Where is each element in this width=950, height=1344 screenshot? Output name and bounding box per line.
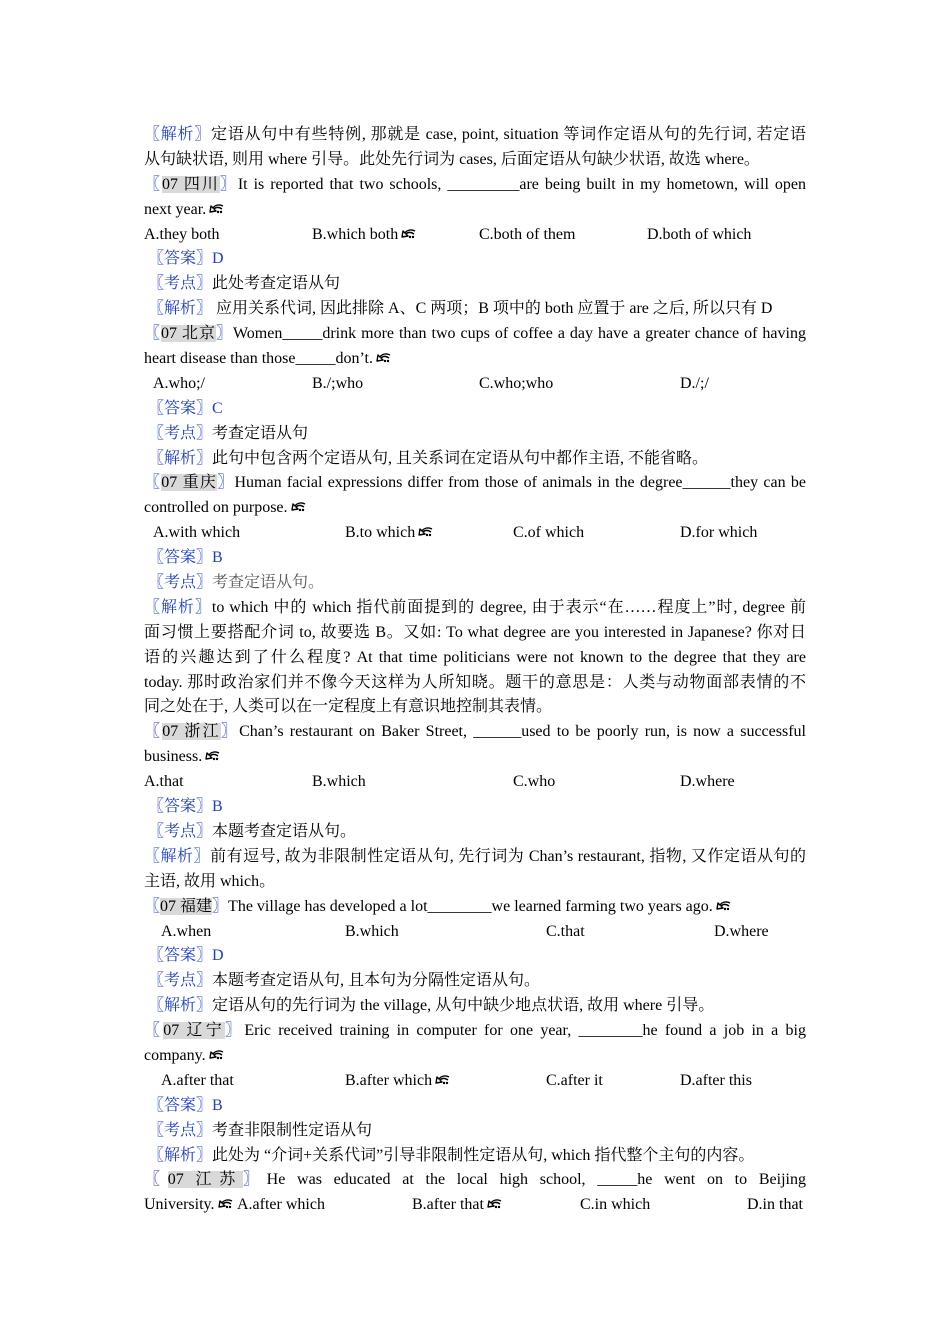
options-row [144,920,806,945]
point-line [144,571,806,596]
analysis-text: to which 中的 which 指代前面提到的 degree, 由于表示“在……程度上”时, degree 前 [211,598,806,616]
option-c: C.of which [513,524,585,542]
answer-line [144,1094,806,1119]
answer-value: B [212,549,223,567]
point-label: 〖考点〗 [148,574,213,592]
question-stem-cont [144,1044,806,1069]
stem-text: business. [144,748,203,766]
answer-label: 〖答案〗 [148,549,213,567]
option-d: D.for which [680,524,758,542]
analysis-line [144,1144,806,1169]
stem-text: The village has developed a lot________we learned farming two years ago. [228,897,713,915]
question-stem-cont [144,347,806,372]
bracket-close: 〗 [212,897,229,915]
question-stem [144,471,806,496]
return-mark-icon [399,228,416,240]
option-a: A.after that [161,1071,234,1089]
answer-line [144,546,806,571]
options-row [144,770,806,795]
analysis-text: 前有逗号, 故为非限制性定语从句, 先行词为 Chan’s restaurant, 指物, 又作定语从句的 [210,847,806,865]
bracket-open: 〖 [144,474,162,492]
answer-label: 〖答案〗 [148,947,213,965]
option-a: A.that [144,773,184,791]
point-line [144,1119,806,1144]
return-mark-icon [416,526,433,538]
analysis-line [144,148,806,173]
analysis-label: 〖解析〗 [144,126,212,143]
option-b-text: B.after which [345,1071,433,1089]
answer-value: D [212,947,224,965]
bracket-open: 〖 [144,175,162,193]
option-a: A.with which [153,524,241,542]
question-stem-cont [144,496,806,521]
point-line [144,820,806,845]
point-label: 〖考点〗 [148,1121,213,1139]
question-stem [144,322,806,347]
option-b [412,1193,502,1218]
bracket-open: 〖 [144,723,163,741]
option-b-text: B.after that [412,1196,484,1214]
options-row [144,1069,806,1094]
analysis-text: 此处为 “介词+关系代词”引导非限制性定语从句, which 指代整个主句的内容。 [212,1146,755,1164]
point-label: 〖考点〗 [148,424,213,442]
analysis-text: 语的兴趣达到了什么程度? At that time politicians were not known to the degree that they are [144,648,806,666]
question-stem [144,720,806,745]
point-text: 考查定语从句。 [212,574,325,592]
analysis-label: 〖解析〗 [148,997,213,1015]
question-stem-cont [144,1193,806,1218]
bracket-close: 〗 [225,1022,245,1040]
analysis-text: 定语从句的先行词为 the village, 从句中缺少地点状语, 故用 where 引导。 [212,997,715,1015]
stem-text: company. [144,1046,206,1064]
analysis-label: 〖解析〗 [148,1146,213,1164]
return-mark-icon [203,750,220,762]
point-label: 〖考点〗 [148,275,213,293]
analysis-text: 此句中包含两个定语从句, 且关系词在定语从句中都作主语, 不能省略。 [212,449,709,467]
stem-text: Chan’s restaurant on Baker Street, ______used to be poorly run, is now a successful [239,723,806,741]
source-tag: 07 江苏 [167,1171,243,1189]
analysis-line [144,671,806,696]
question-stem [144,1019,806,1044]
analysis-line [144,123,806,148]
analysis-label: 〖解析〗 [148,300,213,318]
answer-value: B [212,798,223,816]
stem-text: controlled on purpose. [144,499,288,517]
option-b: B./;who [312,374,364,392]
option-b-text: B.to which [345,524,416,542]
bracket-close: 〗 [217,474,235,492]
point-text: 本题考查定语从句。 [212,822,357,840]
bracket-open: 〖 [144,897,161,915]
analysis-text: 同之处在于, 人类可以在一定程度上有意识地控制其表情。 [144,698,553,716]
point-text: 此处考查定语从句 [212,275,341,293]
answer-line [144,944,806,969]
bracket-open: 〖 [144,1171,168,1189]
source-tag: 07 辽宁 [163,1022,226,1040]
answer-label: 〖答案〗 [148,250,213,268]
analysis-label: 〖解析〗 [144,847,211,865]
bracket-close: 〗 [242,1171,267,1189]
bracket-open: 〖 [144,325,161,343]
return-mark-icon [216,1198,233,1210]
analysis-line [144,596,806,621]
point-label: 〖考点〗 [148,972,213,990]
analysis-line [144,646,806,671]
return-mark-icon [433,1074,450,1086]
option-b [345,521,433,546]
answer-label: 〖答案〗 [148,798,213,816]
option-b: B.which [312,773,366,791]
answer-label: 〖答案〗 [148,1096,213,1114]
analysis-line [144,870,806,895]
return-mark-icon [374,352,391,364]
point-text: 考查非限制性定语从句 [212,1121,373,1139]
bracket-open: 〖 [144,1022,164,1040]
options-row [144,372,806,397]
source-tag: 07 福建 [160,897,213,915]
stem-text: heart disease than those_____don’t. [144,350,373,368]
source-tag: 07 北京 [161,325,216,343]
stem-text: University. [144,1196,215,1214]
point-text: 本题考查定语从句, 且本句为分隔性定语从句。 [212,972,541,990]
return-mark-icon [207,203,224,215]
stem-text: Women_____drink more than two cups of coffee a day have a greater chance of having [232,325,806,343]
return-mark-icon [714,900,731,912]
option-d: D./;/ [680,374,709,392]
analysis-line [144,621,806,646]
stem-text: Human facial expressions differ from those of animals in the degree______they can be [234,474,806,492]
analysis-text: 从句缺状语, 则用 where 引导。此处先行词为 cases, 后面定语从句缺少状语, 故选 where。 [144,150,760,168]
document-page [144,123,806,1218]
analysis-text: today. 那时政治家们并不像今天这样为人所知晓。题干的意思是：人类与动物面部表情的不 [144,673,806,691]
question-stem [144,173,806,198]
analysis-label: 〖解析〗 [144,598,212,616]
option-c: C.who;who [479,374,554,392]
option-b: B.which [345,922,399,940]
stem-text: Eric received training in computer for one year, ________he found a job in a big [244,1022,806,1040]
option-a: A.they both [144,225,220,243]
analysis-text: 应用关系代词, 因此排除 A、C 两项；B 项中的 both 应置于 are 之后, 所以只有 D [212,300,773,318]
bracket-close: 〗 [215,325,233,343]
options-row [144,223,806,248]
option-c: C.who [513,773,556,791]
analysis-label: 〖解析〗 [148,449,213,467]
option-d: D.where [680,773,735,791]
option-c: C.in which [580,1196,651,1214]
point-label: 〖考点〗 [148,822,213,840]
option-d: D.in that [747,1196,803,1214]
analysis-line [144,994,806,1019]
option-d: D.where [714,922,769,940]
answer-value: C [212,399,223,417]
option-b [345,1069,450,1094]
point-text: 考查定语从句 [212,424,309,442]
option-a: A.after which [237,1196,325,1214]
option-d: D.after this [680,1071,752,1089]
stem-text: It is reported that two schools, _________are being built in my hometown, will open [237,175,806,193]
question-stem-cont [144,198,806,223]
return-mark-icon [207,1049,224,1061]
point-line [144,969,806,994]
analysis-line [144,845,806,870]
option-c: C.both of them [479,225,576,243]
option-b [312,223,416,248]
stem-text: next year. [144,200,207,218]
question-stem-cont [144,745,806,770]
answer-label: 〖答案〗 [148,399,213,417]
option-d: D.both of which [647,225,752,243]
option-c: C.that [546,922,585,940]
stem-text: He was educated at the local high school, _____he went on to Beijing [266,1171,806,1189]
option-a: A.who;/ [153,374,205,392]
return-mark-icon [485,1198,502,1210]
analysis-text: 面习惯上要搭配介词 to, 故要选 B。又如: To what degree are you interested in Japanese? 你对日 [144,623,806,641]
question-stem [144,895,806,920]
analysis-text: 主语, 故用 which。 [144,872,276,890]
point-line [144,272,806,297]
source-tag: 07 浙江 [162,723,221,741]
answer-line [144,247,806,272]
answer-value: B [212,1096,223,1114]
source-tag: 07 重庆 [161,474,218,492]
analysis-line [144,297,806,322]
answer-line [144,397,806,422]
bracket-close: 〗 [219,175,238,193]
analysis-text: 定语从句中有些特例, 那就是 case, point, situation 等词作定语从句的先行词, 若定语 [211,126,806,143]
option-a: A.when [161,922,212,940]
bracket-close: 〗 [220,723,240,741]
analysis-line [144,695,806,720]
analysis-line [144,447,806,472]
question-stem [144,1168,806,1193]
option-b-text: B.which both [312,225,399,243]
answer-line [144,795,806,820]
source-tag: 07 四川 [161,175,220,193]
answer-value: D [212,250,224,268]
options-row [144,521,806,546]
option-c: C.after it [546,1071,603,1089]
return-mark-icon [289,501,306,513]
point-line [144,422,806,447]
